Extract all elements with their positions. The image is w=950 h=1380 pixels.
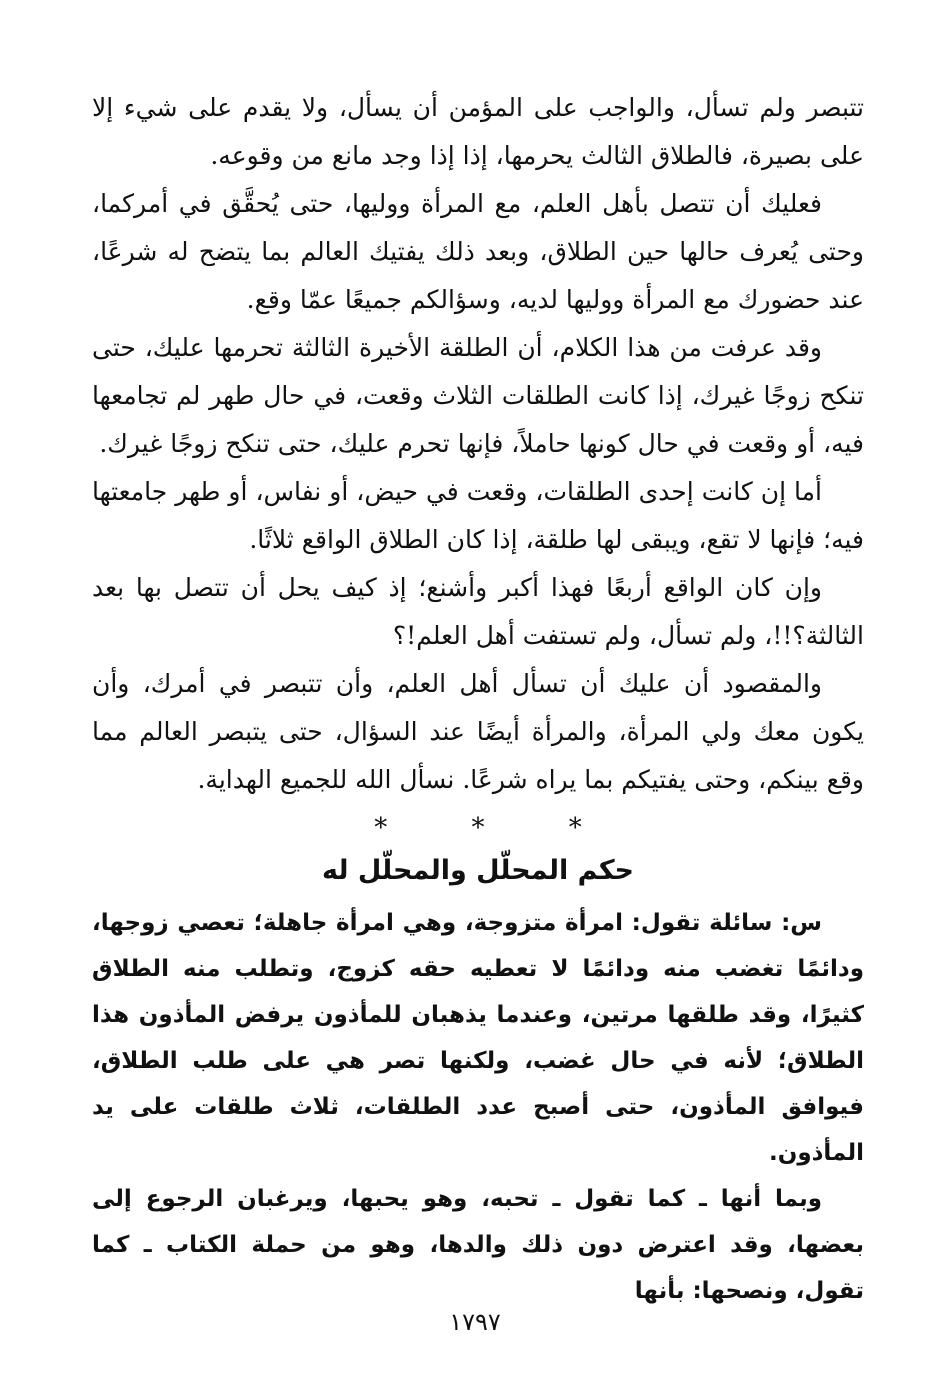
section-heading: حكم المحلّل والمحلّل له (322, 855, 634, 886)
body-paragraph-6: والمقصود أن عليك أن تسأل أهل العلم، وأن تتبصر في أمرك، وأن يكون معك ولي المرأة، والمرأة أيضًا عند السؤال، حتى يتبصر العالم مما وقع بينكم، وحتى يفتيكم بما يراه شرعًا. نسأل الله للجميع الهداية. (92, 669, 864, 794)
body-paragraph-3: وقد عرفت من هذا الكلام، أن الطلقة الأخيرة الثالثة تحرمها عليك، حتى تنكح زوجًا غيرك، إذا كانت الطلقات الثلاث وقعت، في حال طهر لم تجامعها فيه، أو وقعت في حال كونها حاملاً، فإنها تحرم عليك، حتى تنكح زوجًا غيرك. (92, 333, 864, 458)
page-content (92, 84, 864, 1314)
question-paragraph-2: وبما أنها ـ كما تقول ـ تحبه، وهو يحبها، ويرغبان الرجوع إلى بعضها، وقد اعترض دون ذلك والدها، وهو من حملة الكتاب ـ كما تقول، ونصحها: بأنها (92, 1186, 864, 1304)
body-paragraph-5: وإن كان الواقع أربعًا فهذا أكبر وأشنع؛ إذ كيف يحل أن تتصل بها بعد الثالثة؟!!، ولم تسأل، ولم تستفت أهل العلم!؟ (92, 573, 864, 650)
question-paragraph-1: س: سائلة تقول: امرأة متزوجة، وهي امرأة جاهلة؛ تعصي زوجها، ودائمًا تغضب منه ودائمًا لا تعطيه حقه كزوج، وتطلب منه الطلاق كثيرًا، وقد طلقها مرتين، وعندما يذهبان للمأذون يرفض المأذون هذا الطلاق؛ لأنه في حال غضب، ولكنها تصر هي على طلب الطلاق، فيوافق المأذون، حتى أصبح عدد الطلقات، ثلاث طلقات على يد المأذون. (92, 910, 864, 1166)
separator-star: * (471, 813, 485, 843)
body-paragraph-2: فعليك أن تتصل بأهل العلم، مع المرأة ووليها، حتى يُحقَّق في أمركما، وحتى يُعرف حالها حين الطلاق، وبعد ذلك يفتيك العالم بما يتضح له شرعًا، عند حضورك مع المرأة ووليها لديه، وسؤالكم جميعًا عمّا وقع. (92, 189, 864, 314)
separator-star: * (568, 813, 582, 843)
page-number: ١٧٩٧ (449, 1308, 501, 1336)
section-separator (92, 808, 864, 848)
body-paragraph-1: تتبصر ولم تسأل، والواجب على المؤمن أن يسأل، ولا يقدم على شيء إلا على بصيرة، فالطلاق الثالث يحرمها، إذا إذا وجد مانع من وقوعه. (92, 93, 864, 170)
body-paragraph-4: أما إن كانت إحدى الطلقات، وقعت في حيض، أو نفاس، أو طهر جامعتها فيه؛ فإنها لا تقع، ويبقى لها طلقة، إذا كان الطلاق الواقع ثلاثًا. (92, 477, 864, 554)
separator-star: * (374, 813, 388, 843)
